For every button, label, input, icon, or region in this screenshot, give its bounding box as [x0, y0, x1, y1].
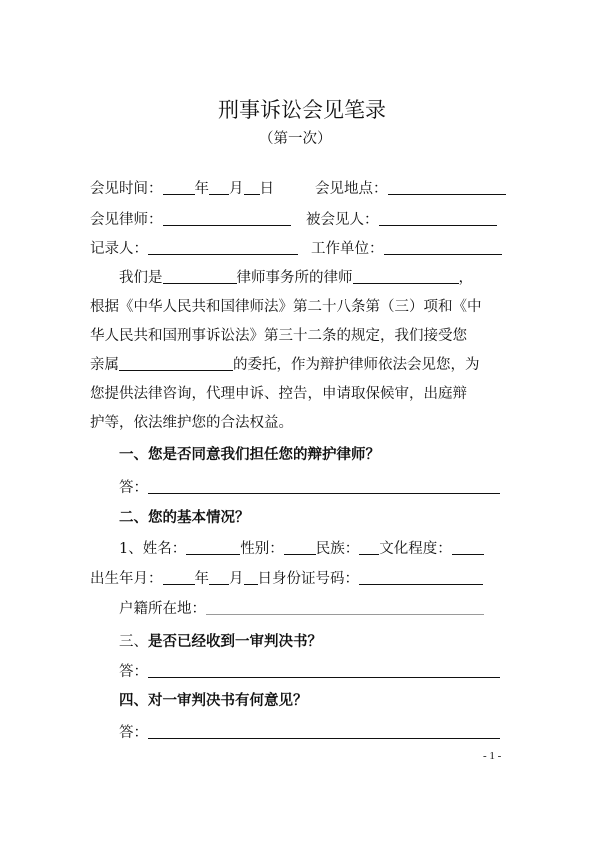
- year-label: 年: [194, 181, 209, 197]
- month-label: 月: [229, 571, 244, 587]
- lawyer-name-blank[interactable]: [353, 269, 459, 284]
- intro-line-5: 您提供法律咨询，代理申诉、控告，申请取保候审，出庭辩: [90, 386, 467, 402]
- meeting-place-label: 会见地点：: [315, 181, 388, 197]
- intro-line-1: [119, 269, 473, 287]
- month-blank[interactable]: [209, 180, 229, 195]
- meetee-label: 被会见人：: [306, 212, 379, 228]
- day-label: 日: [259, 181, 274, 197]
- recorder-label: 记录人：: [90, 241, 148, 257]
- intro-text: ，: [458, 270, 473, 286]
- work-unit-label: 工作单位：: [311, 241, 384, 257]
- education-label: 文化程度：: [379, 541, 452, 557]
- answer-label: 答：: [119, 725, 148, 741]
- page-subtitle: （第一次）: [259, 131, 332, 147]
- intro-line-6: 护等，依法维护您的合法权益。: [90, 415, 293, 431]
- day-blank[interactable]: [244, 180, 260, 195]
- recorder-row: [90, 240, 298, 258]
- question-4: 四、对一审判决书有何意见？: [119, 692, 308, 709]
- lawyer-label: 会见律师：: [90, 212, 163, 228]
- work-unit-blank[interactable]: [384, 240, 502, 255]
- intro-text: 的委托，作为辩护律师依法会见您，为: [233, 357, 480, 373]
- answer-label: 答：: [119, 664, 148, 680]
- meeting-place-blank[interactable]: [388, 180, 506, 195]
- question-3-number: 三、: [119, 634, 148, 650]
- birth-label: 出生年月：: [90, 571, 163, 587]
- meeting-time-label: 会见时间：: [90, 181, 163, 197]
- residence-blank[interactable]: [206, 600, 484, 615]
- residence-row: [119, 600, 484, 618]
- answer-1-row: [119, 479, 500, 497]
- relative-blank[interactable]: [119, 356, 233, 371]
- basic-info-row: [119, 540, 484, 558]
- law-firm-blank[interactable]: [163, 269, 237, 284]
- education-blank[interactable]: [452, 540, 484, 555]
- intro-text: 亲属: [90, 357, 119, 373]
- answer-3-row: [119, 663, 500, 681]
- question-3: [119, 633, 322, 651]
- birth-month-blank[interactable]: [209, 570, 229, 585]
- answer-4-blank[interactable]: [148, 724, 500, 739]
- answer-4-row: [119, 724, 500, 742]
- question-1: 一、您是否同意我们担任您的辩护律师？: [119, 446, 380, 463]
- name-label: 1、姓名：: [119, 541, 187, 557]
- intro-line-4: [90, 356, 480, 374]
- ethnicity-blank[interactable]: [359, 540, 379, 555]
- id-label: 日身份证号码：: [257, 571, 359, 587]
- meeting-place-row: [315, 180, 506, 198]
- residence-label: 户籍所在地：: [119, 601, 206, 617]
- lawyer-blank[interactable]: [163, 211, 291, 226]
- intro-line-2: 根据《中华人民共和国律师法》第二十八条第（三）项和《中: [90, 299, 482, 315]
- birth-year-blank[interactable]: [163, 570, 195, 585]
- id-number-blank[interactable]: [359, 570, 483, 585]
- ethnicity-label: 民族：: [315, 541, 360, 557]
- answer-3-blank[interactable]: [148, 663, 500, 678]
- work-unit-row: [311, 240, 502, 258]
- gender-blank[interactable]: [284, 540, 316, 555]
- year-label: 年: [194, 571, 209, 587]
- gender-label: 性别：: [240, 541, 284, 557]
- intro-line-3: 华人民共和国刑事诉讼法》第三十二条的规定，我们接受您: [90, 328, 467, 344]
- meetee-row: [306, 211, 497, 229]
- intro-text: 我们是: [119, 270, 163, 286]
- answer-1-blank[interactable]: [148, 479, 500, 494]
- recorder-blank[interactable]: [148, 240, 298, 255]
- meetee-blank[interactable]: [379, 211, 497, 226]
- birth-day-blank[interactable]: [244, 570, 258, 585]
- question-3-text: 是否已经收到一审判决书？: [148, 633, 322, 650]
- intro-text: 律师事务所的律师: [236, 270, 353, 286]
- meeting-time-row: [90, 180, 274, 198]
- year-blank[interactable]: [163, 180, 195, 195]
- page-number: - 1 -: [483, 750, 502, 762]
- page-title: 刑事诉讼会见笔录: [218, 98, 386, 122]
- question-2: 二、您的基本情况？: [119, 509, 250, 526]
- answer-label: 答：: [119, 480, 148, 496]
- lawyer-row: [90, 211, 291, 229]
- month-label: 月: [229, 181, 244, 197]
- birth-row: [90, 570, 483, 588]
- name-blank[interactable]: [186, 540, 240, 555]
